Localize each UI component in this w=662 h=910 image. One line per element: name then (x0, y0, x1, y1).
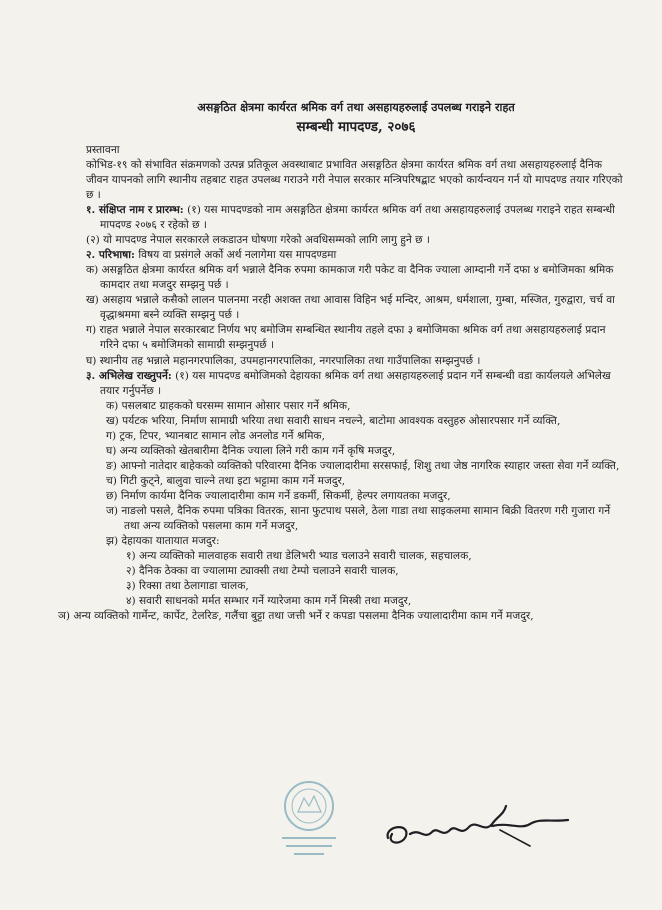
worker-item: च) गिटी कुट्ने, बालुवा चाल्ने तथा इटा भट्टामा काम गर्ने मजदुर, (106, 474, 346, 487)
section-1 (86, 203, 626, 233)
preamble-text: कोभिड-१९ को संभावित संक्रमणको उत्पन्न प्रतिकूल अवस्थाबाट प्रभावित असङ्गठित क्षेत्रमा कार्यरत श्रमिक वर्ग तथा असहायहरुलाई दैनिक जीवन यापनको लागि स्थानीय तहबाट राहत उपलब्ध गराउने गरी नेपाल सरकार मन्त्रिपरिषद्बाट भएको कार्यन्वयन गर्न यो मापदण्ड तयार गरिएको छ । (86, 159, 623, 202)
section-2 (86, 248, 626, 263)
section-1-clause-1: (१) यस मापदण्डको नाम असङ्गठित क्षेत्रमा कार्यरत श्रमिक वर्ग तथा असहायहरुलाई उपलब्ध गराइने राहत सम्बन्धी मापदण्ड २०७६ र रहेको छ । (100, 204, 615, 232)
transport-subitem: ४) सवारी साधनको मर्मत सम्भार गर्ने ग्यारेजमा काम गर्ने मिस्त्री तथा मजदुर, (126, 595, 412, 607)
worker-item: क) पसलबाट ग्राहकको घरसम्म सामान ओसार पसार गर्ने श्रमिक, (106, 399, 351, 412)
worker-item: छ) निर्माण कार्यमा दैनिक ज्यालादारीमा काम गर्ने डकर्मी, सिकर्मी, हेल्पर लगायतका मजदुर, (106, 489, 451, 502)
worker-item: घ) अन्य व्यक्तिको खेतबारीमा दैनिक ज्याला लिने गरी काम गर्ने कृषि मजदुर, (106, 444, 396, 457)
section-1-clause-2: (२) यो मापदण्ड नेपाल सरकारले लकडाउन घोषणा गरेको अवधिसम्मको लागि लागु हुने छ । (86, 234, 430, 247)
document-body (58, 100, 626, 624)
section-1-heading: १. संक्षिप्त नाम र प्रारम्भ: (86, 204, 184, 217)
definition-item: घ) स्थानीय तह भन्नाले महानगरपालिका, उपमहानगरपालिका, नगरपालिका तथा गाउँपालिका सम्झनुपर्छ । (86, 354, 481, 367)
transport-subitem: २) दैनिक ठेक्का वा ज्यालामा ट्याक्सी तथा टेम्पो चलाउने सवारी चालक, (126, 564, 399, 577)
official-stamp-icon (268, 776, 350, 864)
worker-item: झ) देहायका यातायात मजदुर: (106, 534, 220, 547)
section-2-intro: विषय वा प्रसंगले अर्को अर्थ नलागेमा यस मापदण्डमा (138, 249, 337, 262)
worker-item-last: ञ) अन्य व्यक्तिको गार्मेन्ट, कार्पेट, टेलरिङ, गलैंचा बुट्टा तथा जत्ती भर्ने र कपडा पसलमा दैनिक ज्यालादारीमा काम गर्ने मजदुर, (58, 610, 534, 623)
definition-item: क) असङ्गठित क्षेत्रमा कार्यरत श्रमिक वर्ग भन्नाले दैनिक रुपमा कामकाज गरी पकेट वा दैनिक ज्याला आम्दानी गर्ने दफा ४ बमोजिमका श्रमिक कामदार तथा मजदुर सम्झनु पर्छ । (86, 264, 614, 292)
section-2-heading: २. परिभाषा: (86, 249, 135, 262)
transport-subitem: ३) रिक्सा तथा ठेलागाडा चालक, (126, 579, 249, 592)
title-line-2: सम्बन्धी मापदण्ड, २०७६ (296, 118, 416, 135)
transport-subitem: १) अन्य व्यक्तिको मालवाहक सवारी तथा डेलिभरी भ्याड चलाउने सवारी चालक, सहचालक, (126, 549, 472, 562)
worker-item: ग) ट्रक, टिपर, भ्यानबाट सामान लोड अनलोड गर्ने श्रमिक, (106, 429, 325, 442)
section-3 (86, 369, 626, 399)
title-line-1: असङ्गठित क्षेत्रमा कार्यरत श्रमिक वर्ग तथा असहायहरुलाई उपलब्ध गराइने राहत (197, 100, 515, 114)
definition-item: ख) असहाय भन्नाले कसैको लालन पालनमा नरही अशक्त तथा आवास विहिन भई मन्दिर, आश्रम, धर्मशाला, गुम्बा, मस्जित, गुरुद्वारा, चर्च वा वृद्धाश्रममा बस्ने व्यक्ति सम्झनु पर्छ । (86, 294, 615, 322)
section-3-intro: (१) यस मापदण्ड बमोजिमको देहायका श्रमिक वर्ग तथा असहायहरुलाई प्रदान गर्ने सम्बन्धी वडा कार्यलयले अभिलेख तयार गर्नुपर्नेछ । (100, 369, 611, 397)
definition-item: ग) राहत भन्नाले नेपाल सरकारबाट निर्णय भए बमोजिम सम्बन्धित स्थानीय तहले दफा ३ बमोजिमका श्रमिक वर्ग तथा असहायहरुलाई प्रदान गरिने दफा ५ बमोजिमको सामाग्री सम्झनुपर्छ । (86, 324, 606, 352)
worker-item: ख) पर्यटक भरिया, निर्माण सामाग्री भरिया तथा सवारी साधन नचल्ने, बाटोमा आवश्यक वस्तुहरु ओसारपसार गर्ने व्यक्ति, (106, 414, 561, 427)
section-3-heading: ३. अभिलेख राख्नुपर्ने: (86, 369, 172, 382)
worker-item: ज) नाङलो पसले, दैनिक रुपमा पत्रिका वितरक, साना फुटपाथ पसले, ठेला गाडा तथा साइकलमा सामान बिक्री वितरण गरी गुजारा गर्ने तथा अन्य व्यक्तिको पसलमा काम गर्ने मजदुर, (106, 504, 611, 532)
worker-item: ङ) आफ्नो नातेदार बाहेकको व्यक्तिको परिवारमा दैनिक ज्यालादारीमा सरसफाई, शिशु तथा जेष्ठ नागरिक स्याहार जस्ता सेवा गर्ने व्यक्ति, (106, 459, 620, 472)
preamble-label: प्रस्तावना (86, 144, 120, 157)
signature-icon (380, 800, 580, 860)
